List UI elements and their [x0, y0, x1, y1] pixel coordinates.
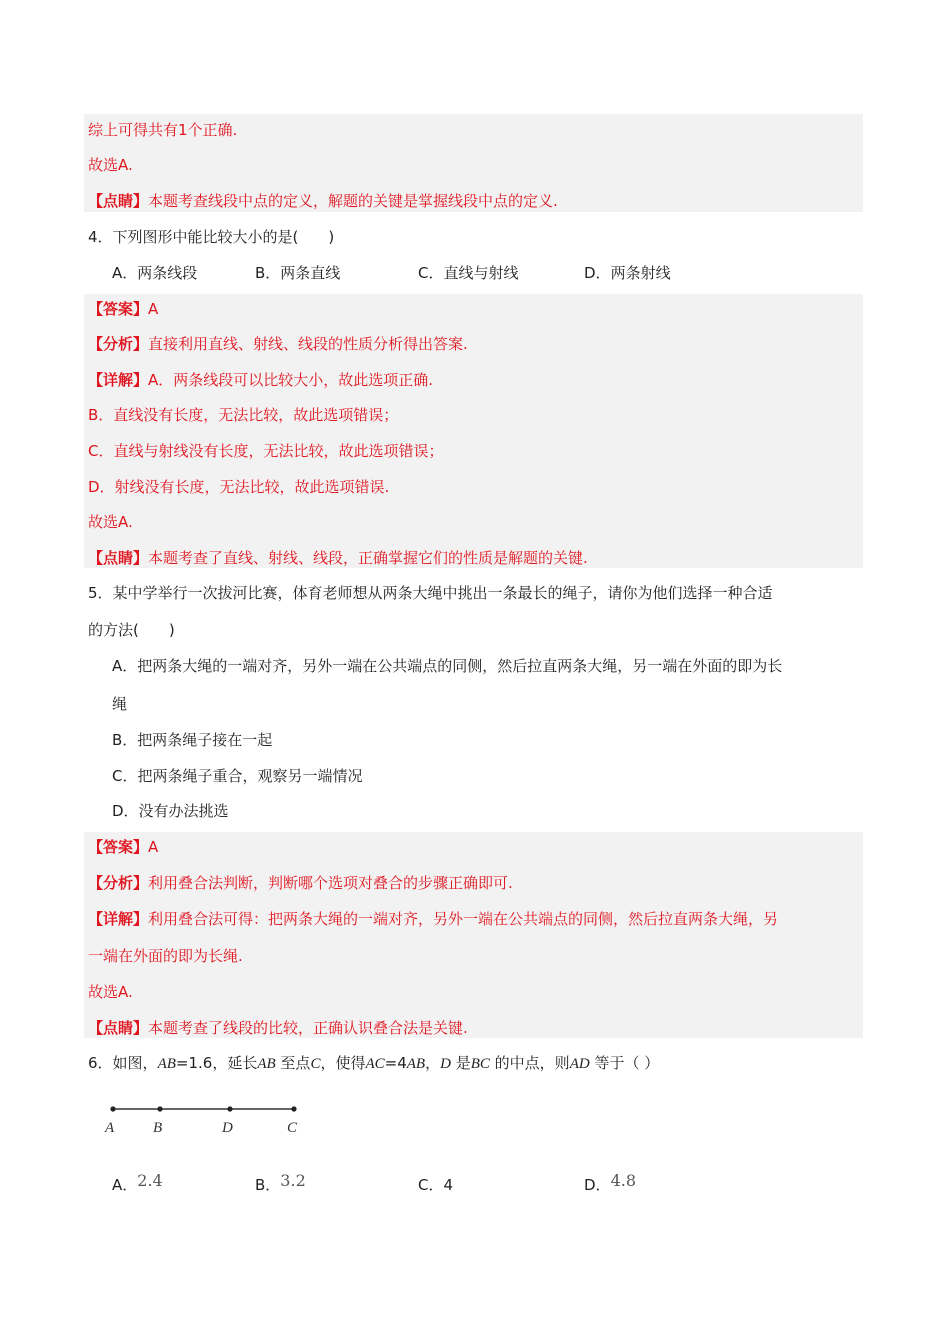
question-number: 6．: [88, 1054, 113, 1072]
point-c-dot: [291, 1106, 296, 1111]
q5-stem: 5．某中学举行一次拔河比赛，体育老师想从两条大绳中挑出一条最长的绳子，请你为他们选择一种合适: [88, 584, 773, 602]
q4-option-c: C．直线与射线: [418, 264, 519, 282]
comment-text: 本题考查线段中点的定义，解题的关键是掌握线段中点的定义.: [148, 192, 558, 210]
q5-solution-block: [84, 832, 863, 1038]
point-d-label: D: [222, 1120, 233, 1136]
point-a-label: A: [105, 1120, 115, 1136]
q5-stem-cont: 的方法( ): [88, 621, 175, 639]
point-b-label: B: [153, 1120, 163, 1136]
prev-summary: 综上可得共有1个正确.: [88, 121, 238, 139]
q4-detail-b: B．直线没有长度，无法比较，故此选项错误；: [88, 406, 399, 424]
q4-answer: 【答案】A: [88, 300, 159, 318]
q6-option-c: C．4: [418, 1176, 454, 1194]
q4-detail-c: C．直线与射线没有长度，无法比较，故此选项错误；: [88, 442, 444, 460]
q5-answer: 【答案】A: [88, 838, 159, 856]
point-a-dot: [110, 1106, 115, 1111]
q5-option-a: A．把两条大绳的一端对齐，另外一端在公共端点的同侧，然后拉直两条大绳，另一端在外面的即为长: [112, 657, 783, 675]
q5-option-d: D．没有办法挑选: [112, 802, 229, 820]
q4-option-b: B．两条直线: [255, 264, 341, 282]
q5-option-c: C．把两条绳子重合，观察另一端情况: [112, 767, 363, 785]
q6-option-b: B．3.2: [255, 1171, 306, 1194]
q4-detail: 【详解】A．两条线段可以比较大小，故此选项正确.: [88, 371, 434, 389]
q4-comment: 【点睛】本题考查了直线、射线、线段，正确掌握它们的性质是解题的关键.: [88, 549, 588, 567]
comment-tag: 【点睛】: [88, 192, 149, 210]
q4-choice: 故选A.: [88, 513, 133, 531]
point-c-label: C: [287, 1120, 298, 1136]
q4-stem: [88, 227, 334, 247]
q4-detail-d: D．射线没有长度，无法比较，故此选项错误.: [88, 478, 390, 496]
q6-stem: 6．如图，AB=1.6，延长AB 至点C，使得AC=4AB，D 是BC 的中点，则AD 等于（ ）: [88, 1054, 660, 1072]
q5-analysis: 【分析】利用叠合法判断，判断哪个选项对叠合的步骤正确即可.: [88, 874, 513, 892]
q4-analysis: 【分析】直接利用直线、射线、线段的性质分析得出答案.: [88, 335, 468, 353]
q5-choice: 故选A.: [88, 983, 133, 1001]
point-d-dot: [227, 1106, 232, 1111]
question-number: 4．: [88, 228, 113, 246]
segment-figure: [100, 1098, 310, 1143]
prev-choice: 故选A.: [88, 156, 133, 174]
q5-comment: 【点睛】本题考查了线段的比较，正确认识叠合法是关键.: [88, 1019, 468, 1037]
q5-detail: 【详解】利用叠合法可得：把两条大绳的一端对齐，另外一端在公共端点的同侧，然后拉直两条大绳，另: [88, 910, 779, 928]
question-number: 5．: [88, 584, 113, 602]
q6-option-a: A．2.4: [112, 1171, 163, 1194]
q4-option-d: D．两条射线: [584, 264, 671, 282]
question-text: 下列图形中能比较大小的是( ): [112, 228, 335, 246]
q5-option-b: B．把两条绳子接在一起: [112, 731, 273, 749]
prev-comment: [88, 191, 558, 211]
q4-option-a: A．两条线段: [112, 264, 198, 282]
q5-option-a-cont: 绳: [112, 695, 128, 713]
point-b-dot: [157, 1106, 162, 1111]
q6-option-d: D．4.8: [584, 1171, 637, 1194]
q5-detail-cont: 一端在外面的即为长绳.: [88, 947, 243, 965]
